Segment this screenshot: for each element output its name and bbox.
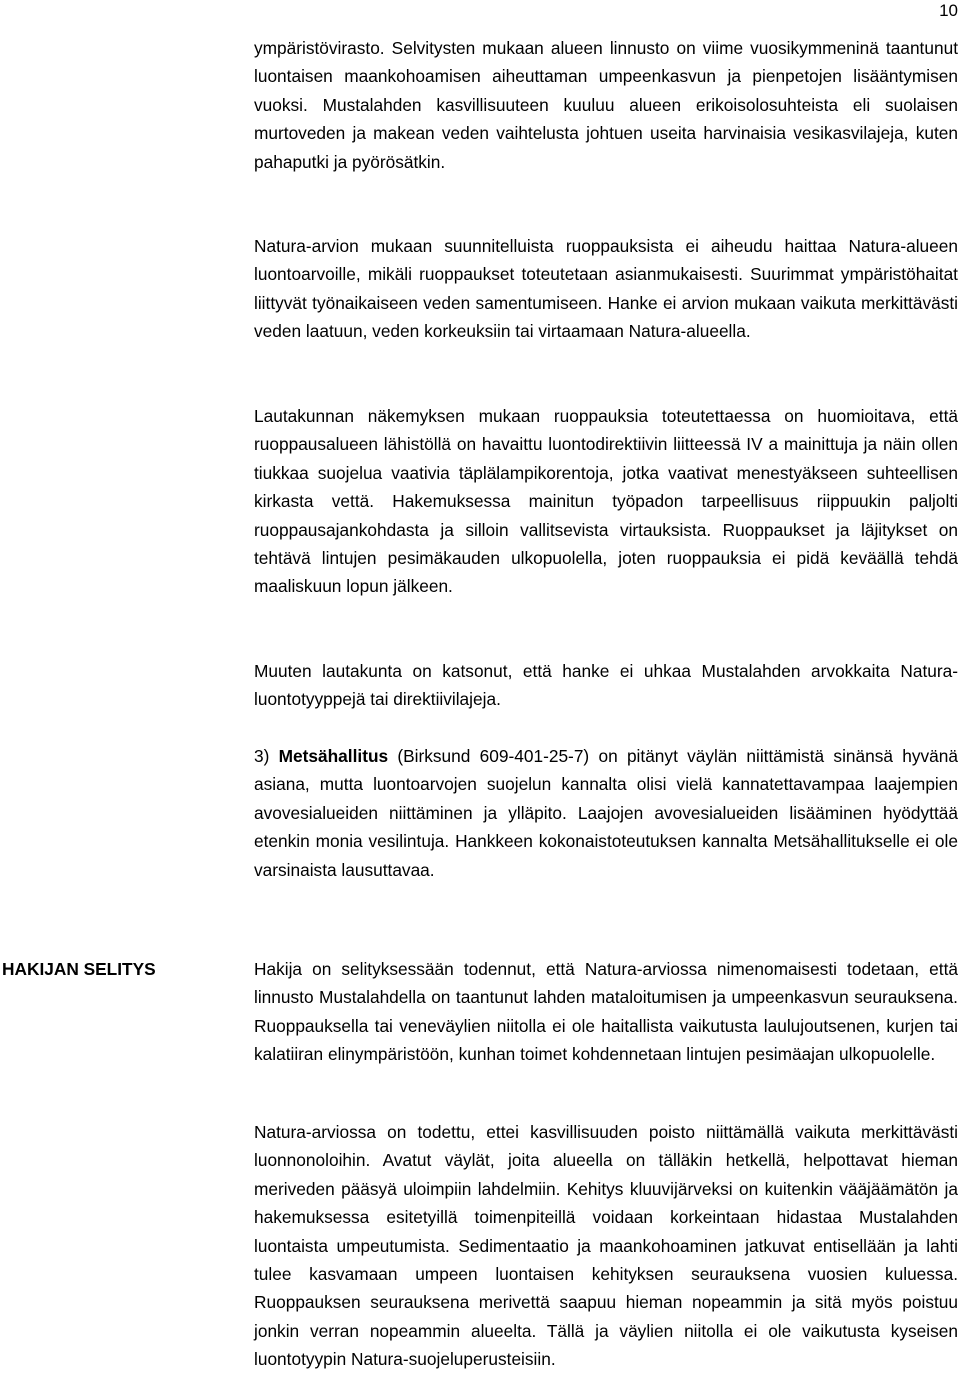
paragraph-text: Natura-arviossa on todettu, ettei kasvillisuuden poisto niittämällä vaikuta merkittävästi luonnonoloihin. Avatut väylät, joita alueella on tälläkin hetkellä, helpottavat hieman meriveden pääsyä uloimpiin lahdelmiin. Kehitys kluuvijärveksi on kuitenkin vääjäämätön ja hakemuksessa esitetyillä toimenpiteillä voidaan korkeintaan hidastaa Mustalahden luontaista umpeutumista. Sedimentaatio ja maankohoaminen jatkuvat entisellään ja lahti tulee kasvamaan umpeen luontaisen kehityksen seurauksena vuosien kuluessa. Ruoppauksen seurauksena merivettä saapuu hieman nopeammin ja sitä myös poistuu jonkin verran nopeammin alueelta. Tällä ja väylien niitolla ei ole vaikutusta kyseisen luontotyypin Natura-suojeluperusteisiin. (254, 1122, 958, 1370)
paragraph-3 (254, 402, 958, 601)
paragraph-prefix: 3) (254, 746, 279, 766)
paragraph-text: Muuten lautakunta on katsonut, että hanke ei uhkaa Mustalahden arvokkaita Natura-luontotyyppejä tai direktiivilajeja. (254, 661, 958, 710)
paragraph-1 (254, 34, 958, 176)
section-heading: HAKIJAN SELITYS (2, 959, 156, 979)
paragraph-text (254, 742, 958, 884)
paragraph-2 (254, 232, 958, 346)
paragraph-text: Hakija on selityksessään todennut, että Natura-arviossa nimenomaisesti todetaan, että linnusto Mustalahdella on taantunut lahden mataloitumisen ja umpeenkasvun seurauksena. Ruoppauksella tai veneväylien niitolla ei ole haitallista vaikutusta laulujoutsenen, kurjen tai kalatiiran elinympäristöön, kunhan toimet kohdennetaan lintujen pesimäajan ulkopuolelle. (254, 959, 958, 1065)
paragraph-4 (254, 657, 958, 714)
paragraph-5 (254, 742, 958, 884)
paragraph-7 (254, 1118, 958, 1374)
organization-name: Metsähallitus (278, 746, 389, 766)
paragraph-text: Natura-arvion mukaan suunnitelluista ruoppauksista ei aiheudu haittaa Natura-alueen luontoarvoille, mikäli ruoppaukset toteutetaan asianmukaisesti. Suurimmat ympäristöhaitat liittyvät työnaikaiseen veden samentumiseen. Hanke ei arvion mukaan vaikuta merkittävästi veden laatuun, veden korkeuksiin tai virtaamaan Natura-alueella. (254, 236, 958, 342)
paragraph-6 (254, 955, 958, 1069)
page-number: 10 (939, 1, 958, 20)
paragraph-text: ympäristövirasto. Selvitysten mukaan alueen linnusto on viime vuosikymmeninä taantunut luontaisen maankohoamisen aiheuttaman umpeenkasvun ja pienpetojen lisääntymisen vuoksi. Mustalahden kasvillisuuteen kuuluu alueen erikoisolosuhteista eli suolaisen murtoveden ja makean veden vaihtelusta johtuen useita harvinaisia vesikasvilajeja, kuten pahaputki ja pyörösätkin. (254, 38, 958, 172)
paragraph-rest: (Birksund 609-401-25-7) on pitänyt väylän niittämistä sinänsä hyvänä asiana, mutta luontoarvojen suojelun kannalta olisi vielä kannatettavampaa laajempien avovesialueiden niittäminen ja ylläpito. Laajojen avovesialueiden lisääminen hyödyttää etenkin monia vesilintuja. Hankkeen kokonaistoteutuksen kannalta Metsähallitukselle ei ole varsinaista lausuttavaa. (254, 746, 958, 880)
paragraph-text: Lautakunnan näkemyksen mukaan ruoppauksia toteutettaessa on huomioitava, että ruoppausalueen lähistöllä on havaittu luontodirektiivin liitteessä IV a mainittuja ja näin ollen tiukkaa suojelua vaativia täplälampikorentoja, jotka vaativat menestyäkseen suhteellisen kirkasta vettä. Hakemuksessa mainitun työpadon tarpeellisuus riippuukin paljolti ruoppausajankohdasta ja silloin vallitsevista virtauksista. Ruoppaukset ja läjitykset on tehtävä lintujen pesimäkauden ulkopuolella, joten ruoppauksia ei pidä keväällä tehdä maaliskuun lopun jälkeen. (254, 406, 958, 597)
